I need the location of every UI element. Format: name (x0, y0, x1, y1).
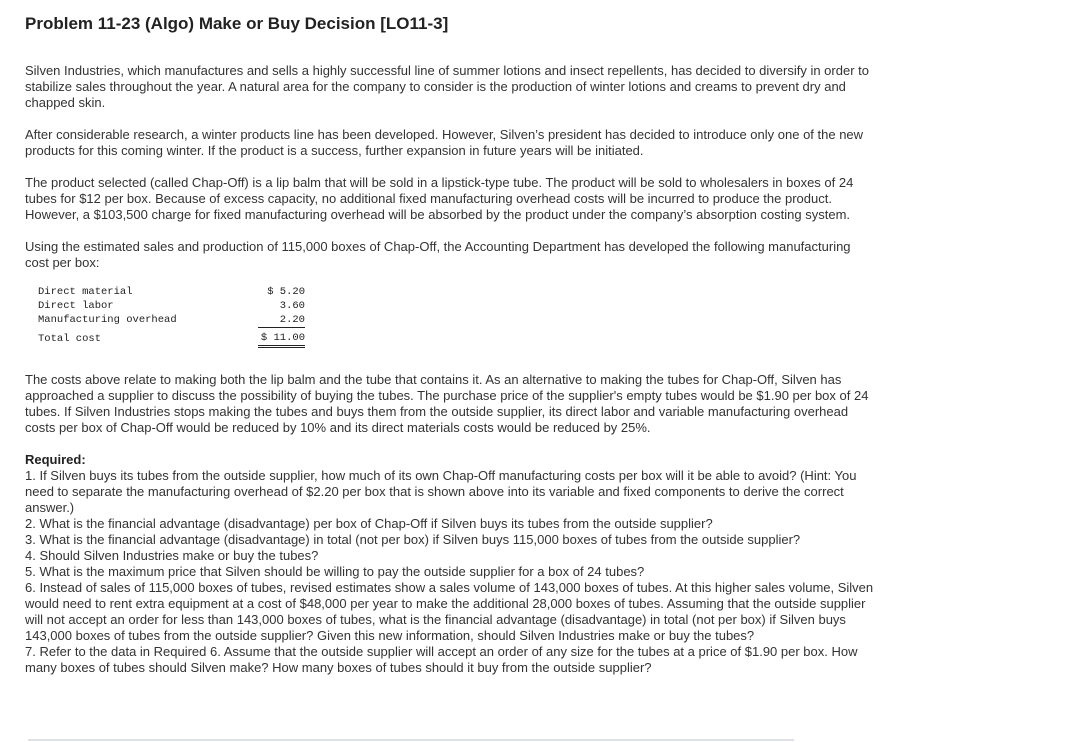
list-item: 6. Instead of sales of 115,000 boxes of tubes, revised estimates show a sales volume of 143,000 boxes of tubes. At this higher sales volume, Silven would need to rent extra equipment at a cost of $48,000 per year to make the additional 28,000 boxes of tubes. Assuming that the outside supplier will not accept an order for less than 143,000 boxes of tubes, what is the financial advantage (disadvantage) in total (not per box) if Silven buys 143,000 boxes of tubes from the outside supplier? Given this new information, should Silven Industries make or buy the tubes? (25, 580, 874, 643)
table-row (38, 299, 305, 313)
research-paragraph: After considerable research, a winter products line has been developed. However, Silven’s president has decided to introduce only one of the new products for this coming winter. If the product is a success, further expansion in future years will be initiated. (25, 127, 864, 158)
cost-per-box-table (38, 285, 305, 348)
table-row (38, 313, 305, 328)
row-label: Direct material (38, 286, 133, 298)
cost-intro-paragraph: Using the estimated sales and production of 115,000 boxes of Chap-Off, the Accounting Department has developed the following manufacturing cost per box: (25, 239, 851, 270)
total-value: $ 11.00 (258, 328, 305, 347)
problem-title: Problem 11-23 (Algo) Make or Buy Decision [LO11-3] (25, 14, 449, 33)
bottom-divider (28, 739, 794, 741)
required-heading: Required: (25, 452, 86, 467)
table-row (38, 285, 305, 299)
row-value: 3.60 (279, 300, 305, 312)
list-item: 3. What is the financial advantage (disadvantage) in total (not per box) if Silven buys 115,000 boxes of tubes from the outside supplier? (25, 532, 801, 547)
row-value: 2.20 (258, 313, 305, 328)
list-item: 5. What is the maximum price that Silven should be willing to pay the outside supplier for a box of 24 tubes? (25, 564, 645, 579)
list-item: 4. Should Silven Industries make or buy the tubes? (25, 548, 319, 563)
list-item: 7. Refer to the data in Required 6. Assume that the outside supplier will accept an order of any size for the tubes at a price of $1.90 per box. How many boxes of tubes should Silven make? How many boxes of tubes should it buy from the outside supplier? (25, 644, 858, 675)
row-label: Direct labor (38, 300, 114, 312)
list-item: 1. If Silven buys its tubes from the outside supplier, how much of its own Chap-Off manufacturing costs per box will it be able to avoid? (Hint: You need to separate the manufacturing overhead of $2.20 per box that is shown above into its variable and fixed components to derive the correct answer.) (25, 468, 857, 515)
total-label: Total cost (38, 332, 102, 345)
list-item: 2. What is the financial advantage (disadvantage) per box of Chap-Off if Silven buys its tubes from the outside supplier? (25, 516, 713, 531)
row-value: $ 5.20 (267, 286, 305, 298)
required-list (25, 468, 875, 676)
intro-paragraph: Silven Industries, which manufactures and sells a highly successful line of summer lotions and insect repellents, has decided to diversify in order to stabilize sales throughout the year. A natural area for the company to consider is the production of winter lotions and creams to prevent dry and chapped skin. (25, 63, 869, 110)
product-paragraph: The product selected (called Chap-Off) is a lip balm that will be sold in a lipstick-type tube. The product will be sold to wholesalers in boxes of 24 tubes for $12 per box. Because of excess capacity, no additional fixed manufacturing overhead costs will be incurred to produce the product. However, a $103,500 charge for fixed manufacturing overhead will be absorbed by the product under the company’s absorption costing system. (25, 175, 854, 222)
total-row (38, 328, 305, 347)
row-label: Manufacturing overhead (38, 314, 177, 327)
alternative-paragraph: The costs above relate to making both the lip balm and the tube that contains it. As an alternative to making the tubes for Chap-Off, Silven has approached a supplier to discuss the possibility of buying the tubes. The purchase price of the supplier's empty tubes would be $1.90 per box of 24 tubes. If Silven Industries stops making the tubes and buys them from the outside supplier, its direct labor and variable manufacturing overhead costs per box of Chap-Off would be reduced by 10% and its direct materials costs would be reduced by 25%. (25, 372, 869, 435)
problem-body (25, 63, 875, 676)
